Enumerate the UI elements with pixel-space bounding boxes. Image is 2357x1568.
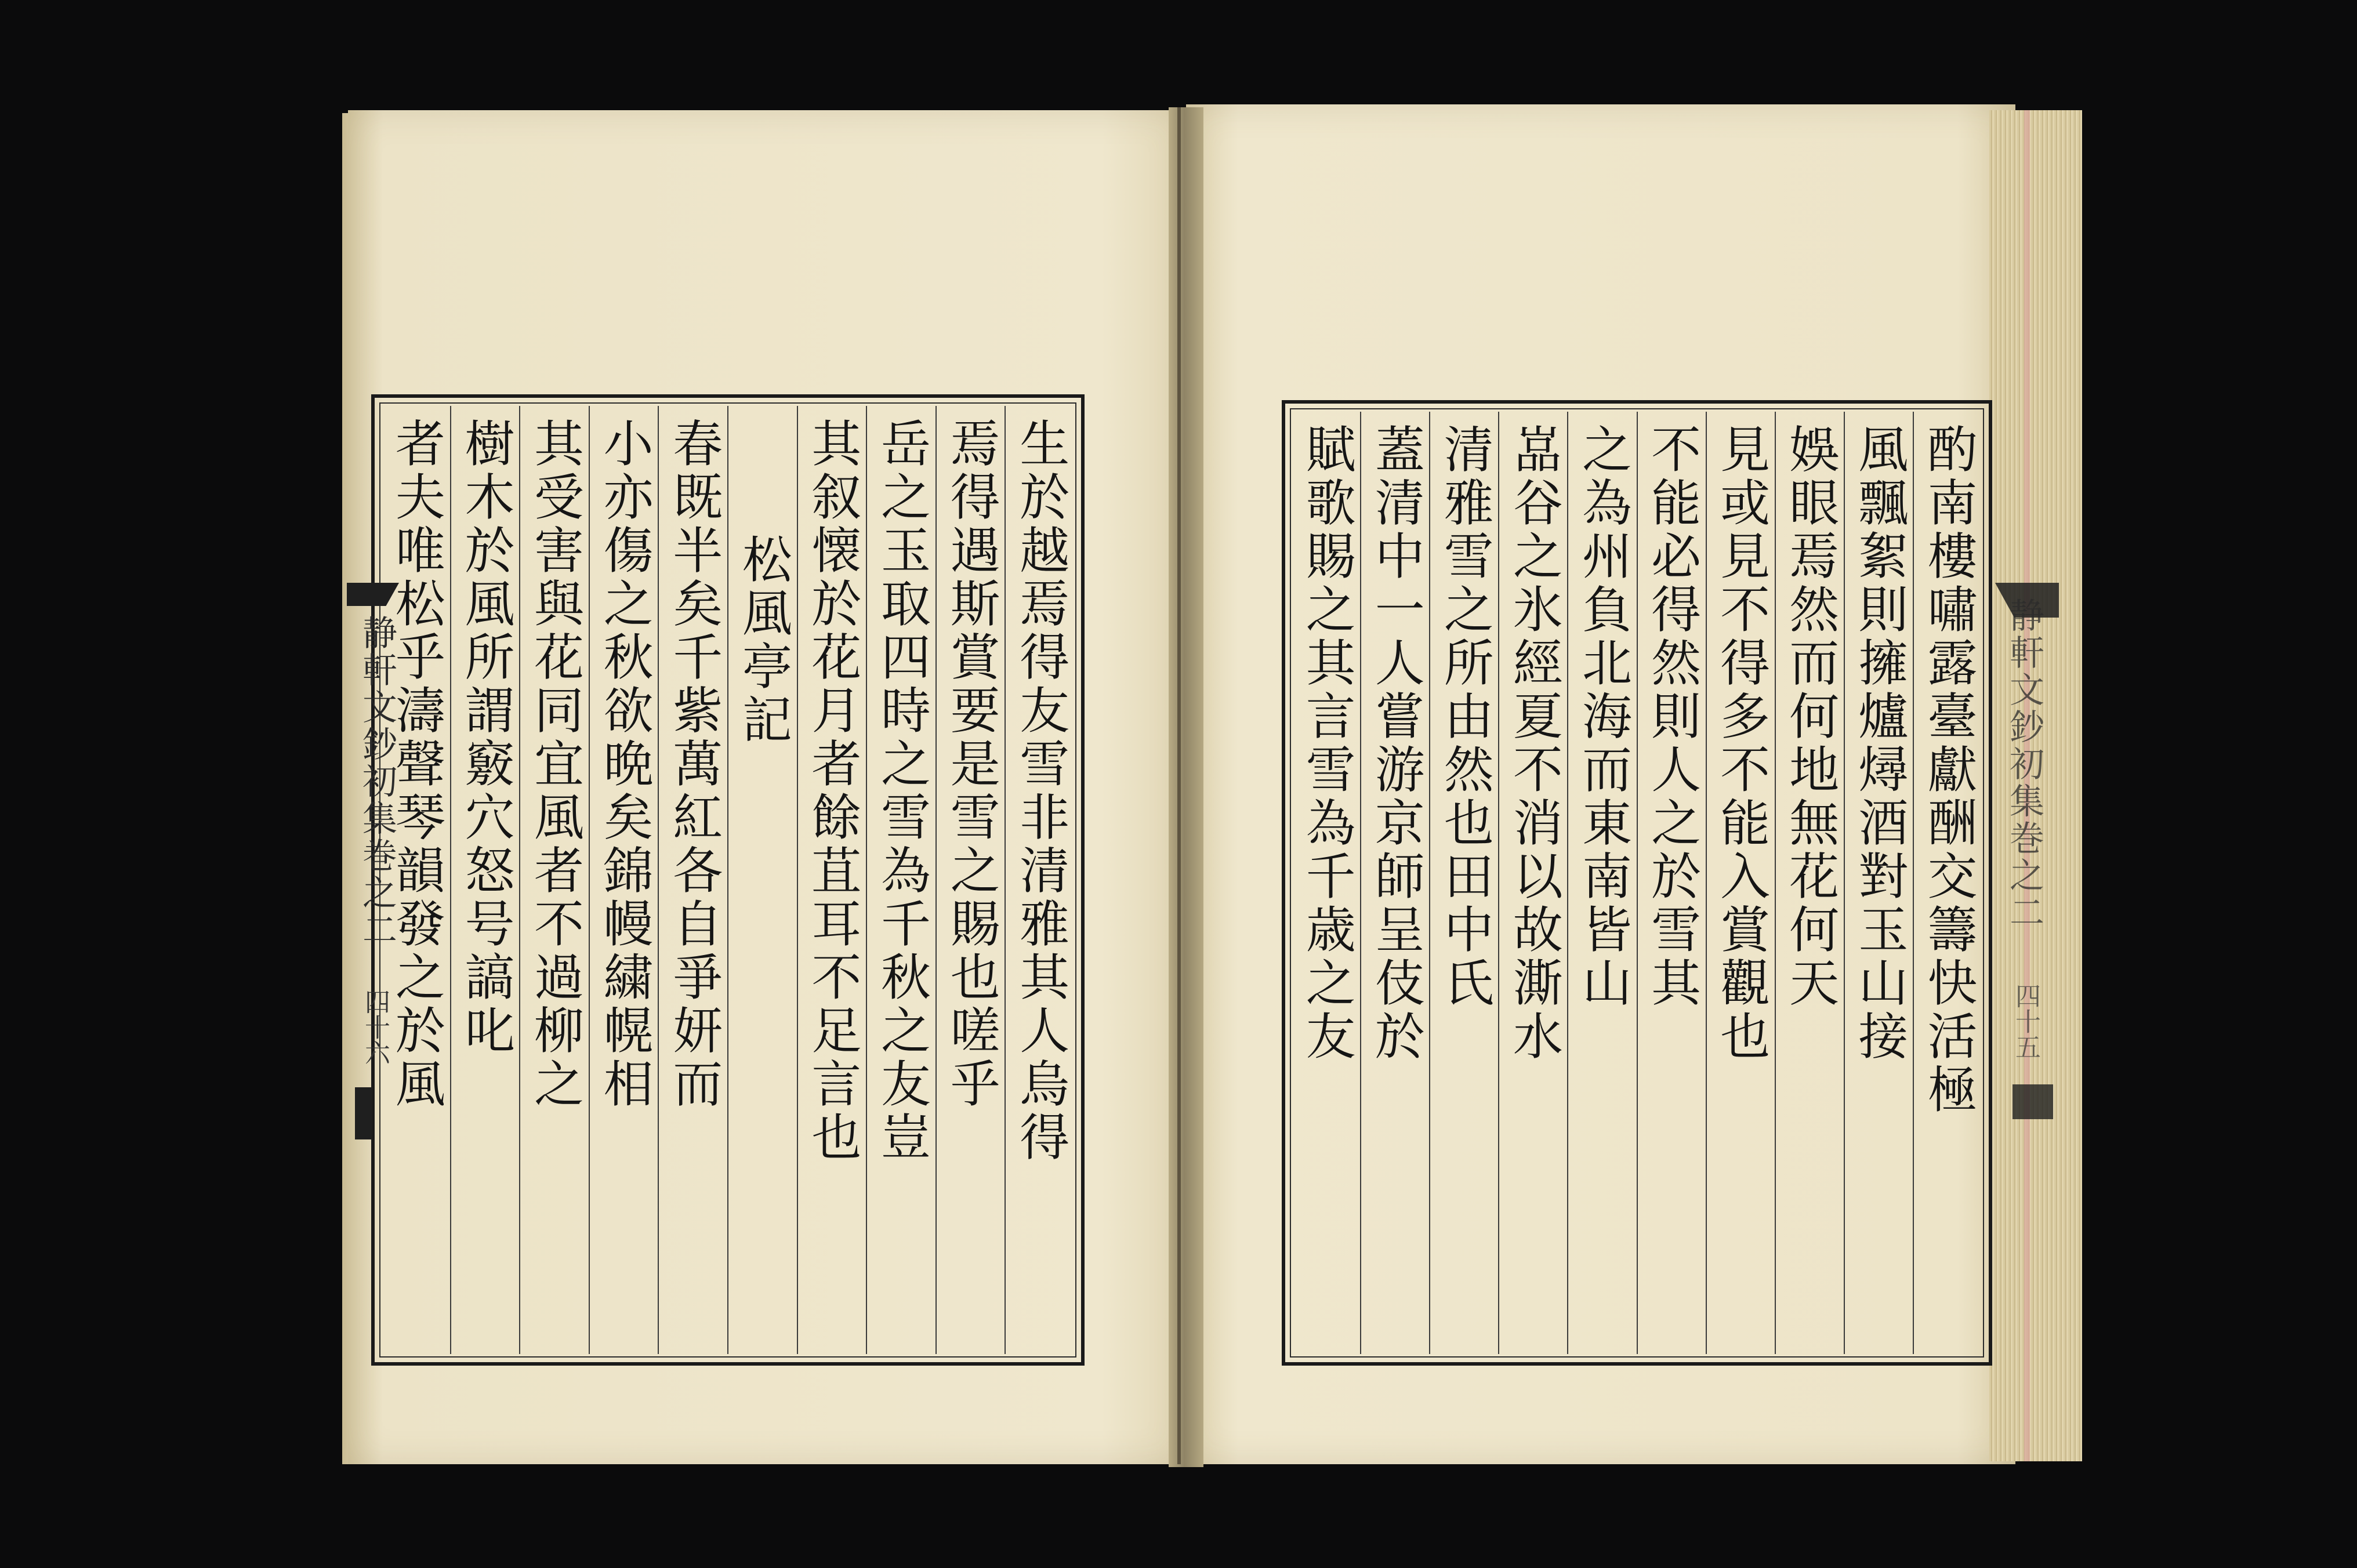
right-folio-number: 四十五 [2011,983,2040,1059]
right-spine-title: 静軒文鈔初集巻之二 [2004,597,2044,931]
text-column: 娛眼焉然而何地無花何天 [1775,412,1844,1354]
text-column: 岳之玉取四時之雪為千秋之友豈 [866,406,935,1354]
text-column: 小亦傷之秋欲晩矣錦幔繍幌相 [589,406,658,1354]
text-column: 賦歌賜之其言雪為千歳之友 [1297,423,1355,1064]
left-text-columns [382,406,1074,1354]
gutter-shadow [1177,107,1181,1464]
text-column: 見或見不得多不能入賞觀也 [1706,412,1775,1354]
text-column: 其受害與花同宜風者不過柳之 [519,406,589,1354]
text-column: 蓋清中一人嘗游京師呈伎於 [1360,412,1429,1354]
left-folio-number: 四十六 [360,989,390,1065]
text-column: 不能必得然則人之於雪其 [1637,412,1706,1354]
text-column: 風飄絮則擁爐燖酒對玉山接 [1844,412,1913,1354]
text-column: 焉得遇斯賞要是雪之賜也嗟乎 [935,406,1005,1354]
right-bottom-mark [2012,1084,2053,1119]
text-column: 者夫唯松乎濤聲琴韻發之於風 [386,418,445,1111]
right-text-columns [1292,412,1982,1354]
text-column: 樹木於風所謂竅穴怒号謞叱 [450,406,520,1354]
left-bottom-mark [355,1087,372,1139]
left-spine-title: 静軒文鈔初集巻之二 [357,615,397,949]
left-text-frame [371,394,1085,1366]
text-column: 之為州負北海而東南皆山 [1567,412,1636,1354]
text-column: 生於越焉得友雪非清雅其人烏得 [1005,406,1074,1354]
book-gutter [1169,107,1203,1467]
text-column: 其叙懐於花月者餘苴耳不足言也 [797,406,866,1354]
right-text-frame [1282,400,1992,1366]
section-title: 松風亭記 [727,406,797,1354]
text-column: 春既半矣千紫萬紅各自爭妍而 [658,406,727,1354]
text-column: 酌南樓嘯露臺獻酬交籌快活極 [1913,412,1982,1354]
text-column: 清雅雪之所由然也田中氏 [1429,412,1498,1354]
text-column: 嵓谷之氷經夏不消以故澌水 [1498,412,1567,1354]
